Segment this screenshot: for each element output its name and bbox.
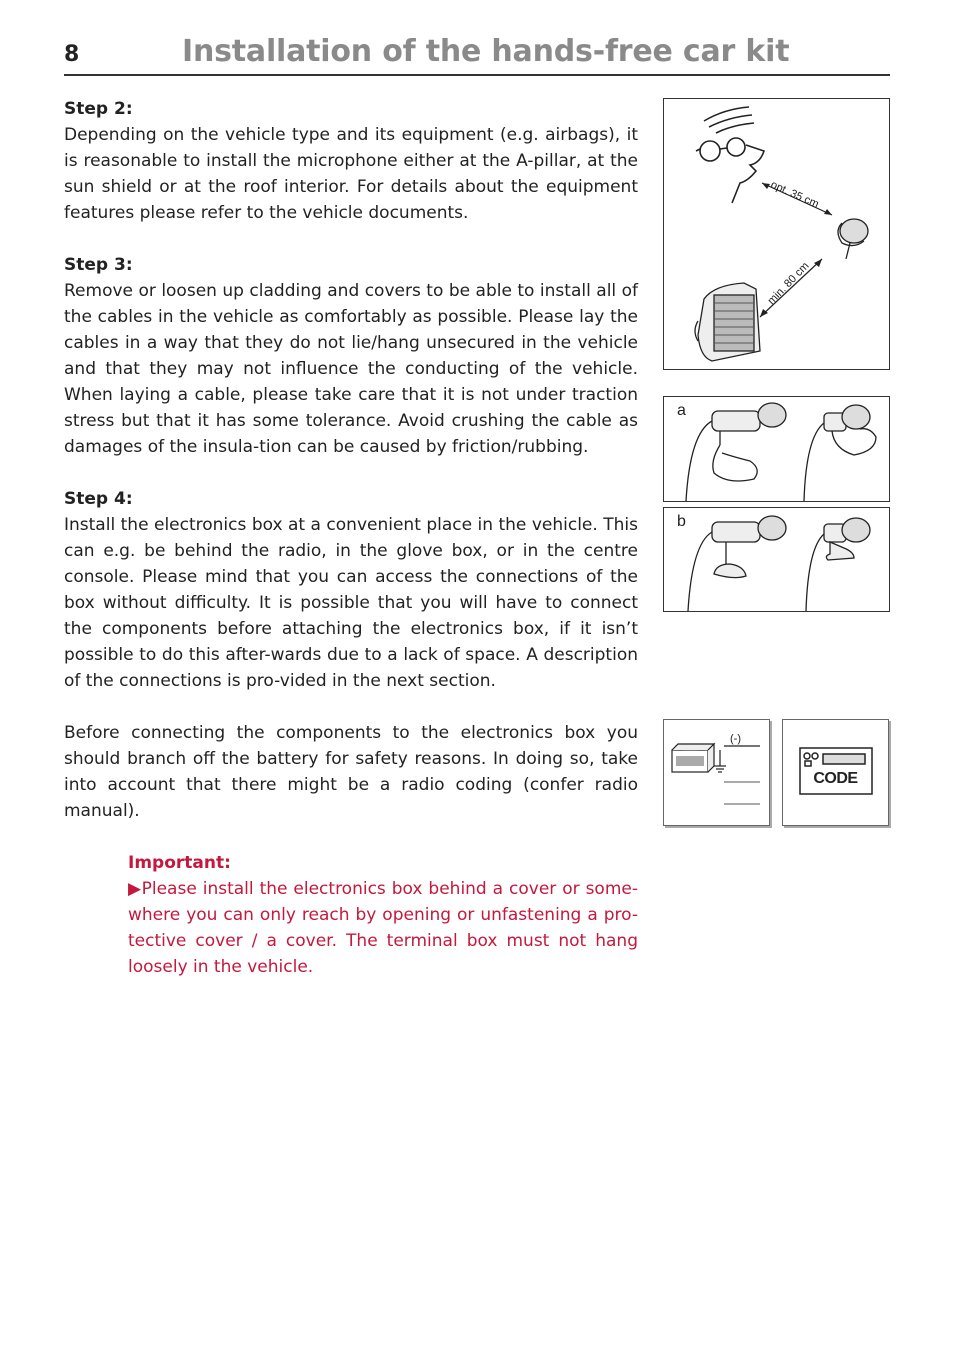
battery-icon <box>672 744 714 772</box>
figure-label-a: a <box>677 402 686 419</box>
figure-label-b: b <box>677 513 686 530</box>
code-label: CODE <box>813 770 858 787</box>
page-number: 8 <box>64 42 80 67</box>
ground-icon <box>714 750 726 772</box>
battery-figure <box>663 719 770 826</box>
step-3 <box>64 252 638 460</box>
min-distance-label: min. 80 cm <box>765 260 812 308</box>
speaker-icon <box>695 283 760 361</box>
adhesive-microphone-icon <box>688 516 786 611</box>
terminal-label: (-) <box>730 733 741 745</box>
opt-distance-label: opt. 35 cm <box>768 178 821 211</box>
battery-paragraph: Before connecting the components to the electronics box you should branch off the battery for safety reasons. In doing so, take into account that there might be a radio coding (confer radio manual). <box>64 723 638 821</box>
step-title: Step 4: <box>64 489 133 509</box>
clip-microphone-icon <box>804 405 876 501</box>
page-header <box>64 30 890 76</box>
radio-code-figure <box>782 719 889 826</box>
step-title: Step 2: <box>64 99 133 119</box>
step-2 <box>64 96 638 226</box>
main-text <box>64 96 638 980</box>
step-title: Step 3: <box>64 255 133 275</box>
step-text: Remove or loosen up cladding and covers to be able to install all of the cables in the vehicle as comfortably as possible. Please lay the cables in a way that they do not lie/hang unsecured in the vehicle and that they may not influence the conducting of the vehicle. When laying a cable, please take care that it is not under traction stress but that it has some tolerance. Avoid crushing the cable as damages of the insula-tion can be caused by friction/rubbing. <box>64 281 638 457</box>
adhesive-microphone-icon <box>806 518 870 611</box>
mount-figure-a <box>663 396 890 502</box>
driver-head-icon <box>696 107 764 203</box>
distance-figure <box>663 98 890 370</box>
mount-figure-b <box>663 507 890 612</box>
important-text: Please install the electronics box behind a cover or some-where you can only reach by opening or unfastening a pro-tective cover / a cover. The terminal box must not hang loosely in the vehicle. <box>128 879 638 977</box>
step-text: Install the electronics box at a convenient place in the vehicle. This can e.g. be behind the radio, in the glove box, or in the centre console. Please mind that you can access the connections of the box without difficulty. It is possible that you will have to connect the components before attaching the electronics box, if it isn’t possible to do this after-wards due to a lack of space. A description of the connections is pro-vided in the next section. <box>64 515 638 691</box>
page-title: Installation of the hands-free car kit <box>182 34 790 69</box>
step-4 <box>64 486 638 694</box>
triangle-bullet-icon: ▶ <box>128 879 142 899</box>
clip-microphone-icon <box>686 403 786 501</box>
important-title: Important: <box>128 853 231 873</box>
step-text: Depending on the vehicle type and its equipment (e.g. airbags), it is reasonable to install the microphone either at the A-pillar, at the sun shield or at the roof interior. For details about the equipment features please refer to the vehicle documents. <box>64 125 638 223</box>
important-note <box>128 850 638 980</box>
microphone-icon <box>838 219 868 259</box>
